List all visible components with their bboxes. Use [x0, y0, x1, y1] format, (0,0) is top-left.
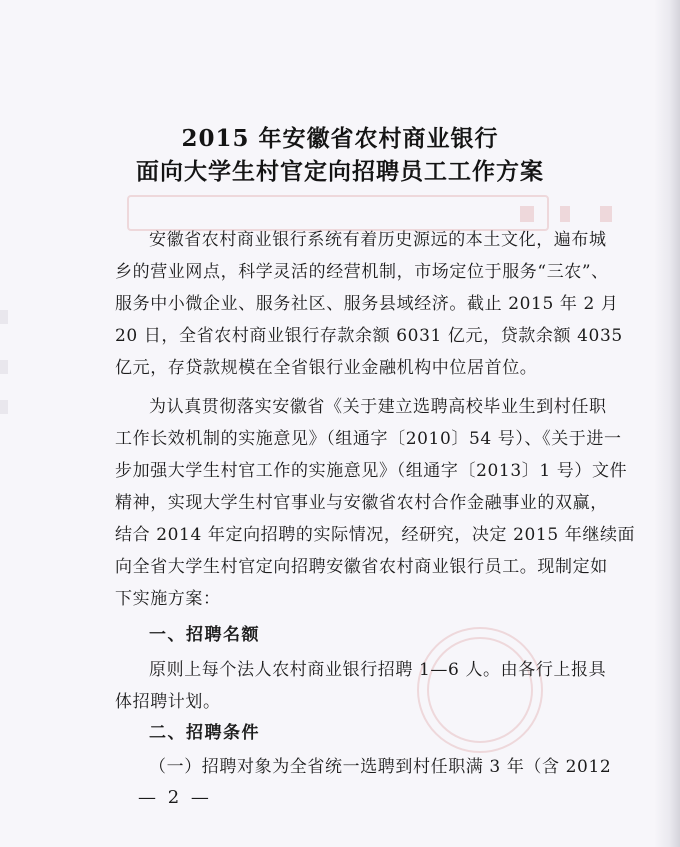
page-number: — 2 — [138, 787, 212, 808]
section-2-line-1: （一）招聘对象为全省统一选聘到村任职满 3 年（含 2012 [149, 757, 612, 777]
document-title-line-2: 面向大学生村官定向招聘员工工作方案 [136, 158, 544, 185]
paragraph-2-line-4: 精神，实现大学生村官事业与安徽省农村合作金融事业的双赢， [115, 493, 608, 513]
paragraph-2-line-1: 为认真贯彻落实安徽省《关于建立选聘高校毕业生到村任职 [149, 397, 607, 417]
paragraph-1-line-5: 亿元，存贷款规模在全省银行业金融机构中位居首位。 [115, 358, 538, 378]
paragraph-1-line-3: 服务中小微企业、服务社区、服务县域经济。截止 2015 年 2 月 [115, 294, 619, 314]
paragraph-2-line-7: 下实施方案： [115, 589, 221, 609]
paragraph-2-line-3: 步加强大学生村官工作的实施意见》（组通字〔2013〕1 号）文件 [115, 461, 628, 481]
paragraph-1-line-1: 安徽省农村商业银行系统有着历史源远的本土文化，遍布城 [149, 230, 607, 250]
section-heading-quota: 一、招聘名额 [149, 625, 260, 645]
paragraph-2-line-6: 向全省大学生村官定向招聘安徽省农村商业银行员工。现制定如 [115, 557, 608, 577]
document-title-line-1: 2015 年安徽省农村商业银行 [181, 125, 499, 152]
paragraph-2-line-2: 工作长效机制的实施意见》（组通字〔2010〕54 号）、《关于进一 [115, 429, 622, 449]
section-1-line-2: 体招聘计划。 [115, 692, 221, 712]
section-heading-conditions: 二、招聘条件 [149, 723, 260, 743]
paragraph-1-line-4: 20 日，全省农村商业银行存款余额 6031 亿元，贷款余额 4035 [115, 326, 623, 346]
paragraph-2-line-5: 结合 2014 年定向招聘的实际情况，经研究，决定 2015 年继续面 [115, 525, 636, 545]
paragraph-1-line-2: 乡的营业网点，科学灵活的经营机制，市场定位于服务“三农”、 [115, 262, 609, 282]
section-1-line-1: 原则上每个法人农村商业银行招聘 1—6 人。由各行上报具 [149, 660, 607, 680]
